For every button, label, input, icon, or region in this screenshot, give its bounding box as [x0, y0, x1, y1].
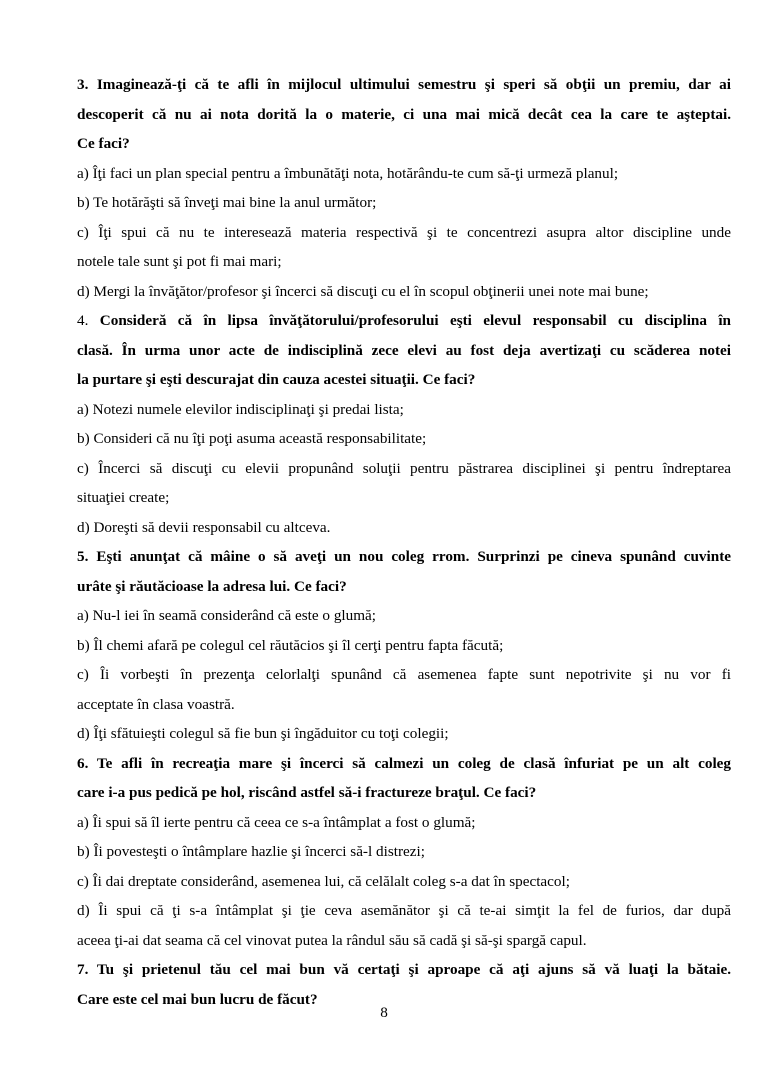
question-3	[77, 70, 731, 306]
answer-option: c) Încerci să discuţi cu elevii propunând soluţii pentru păstrarea disciplinei şi pentru îndreptarea	[77, 459, 731, 477]
answer-option-continuation: notele tale sunt şi pot fi mai mari;	[77, 253, 282, 270]
question-text: 7. Tu şi prietenul tău cel mai bun vă certaţi şi aproape că aţi ajuns să vă luaţi la bătaie.	[77, 961, 731, 978]
answer-option: a) Notezi numele elevilor indisciplinaţi şi predai lista;	[77, 400, 404, 418]
question-text: clasă. În urma unor acte de indisciplină zece elevi au fost deja avertizaţi cu scăderea notei	[77, 341, 731, 359]
question-text: care i-a pus pedică pe hol, riscând astfel să-i fractureze braţul. Ce faci?	[77, 784, 537, 801]
question-5	[77, 542, 731, 749]
answer-option: a) Îi spui să îl ierte pentru că ceea ce s-a întâmplat a fost o glumă;	[77, 813, 476, 831]
answer-option: b) Consideri că nu îţi poţi asuma această responsabilitate;	[77, 430, 427, 447]
question-text: urâte şi răutăcioase la adresa lui. Ce faci?	[77, 577, 347, 595]
question-text	[77, 306, 731, 336]
question-text: descoperit că nu ai nota dorită la o materie, ci una mai mică decât cea la care te aşteptai.	[77, 105, 731, 123]
answer-option: a) Nu-l iei în seamă considerând că este o glumă;	[77, 607, 376, 624]
answer-option: c) Îţi spui că nu te interesează materia respectivă şi te concentrezi asupra altor discipline unde	[77, 223, 731, 241]
question-4	[77, 306, 731, 542]
question-text: 5. Eşti anunţat că mâine o să aveţi un nou coleg rrom. Surprinzi pe cineva spunând cuvinte	[77, 548, 731, 565]
question-text: 6. Te afli în recreaţia mare şi încerci să calmezi un coleg de clasă înfuriat pe un alt coleg	[77, 754, 731, 772]
answer-option: c) Îi dai dreptate considerând, asemenea lui, că celălalt coleg s-a dat în spectacol;	[77, 872, 570, 890]
answer-option-continuation: aceea ţi-ai dat seama că cel vinovat putea la rândul său să cadă şi să-şi spargă capul.	[77, 931, 587, 949]
question-text: Care este cel mai bun lucru de făcut?	[77, 990, 318, 1008]
question-6	[77, 749, 731, 956]
page-number: 8	[380, 1004, 388, 1021]
answer-option: b) Îi povesteşti o întâmplare hazlie şi încerci să-l distrezi;	[77, 843, 425, 860]
answer-option: d) Îi spui că ţi s-a întâmplat şi ţie ceva asemănător şi că te-ai simţit la fel de furios, dar după	[77, 902, 731, 919]
answer-option: d) Mergi la învăţător/profesor şi încerci să discuţi cu el în scopul obţinerii unei note mai bune;	[77, 282, 649, 300]
answer-option: d) Doreşti să devii responsabil cu altceva.	[77, 518, 331, 536]
question-number: 4.	[77, 312, 89, 329]
answer-option: c) Îi vorbeşti în prezenţa celorlalţi spunând că asemenea fapte sunt nepotrivite şi nu vor fi	[77, 666, 731, 683]
answer-option-continuation: acceptate în clasa voastră.	[77, 695, 235, 713]
question-text: Ce faci?	[77, 135, 130, 152]
document-body	[77, 70, 731, 1014]
answer-option: d) Îţi sfătuieşti colegul să fie bun şi îngăduitor cu toţi colegii;	[77, 725, 449, 742]
answer-option: a) Îţi faci un plan special pentru a îmbunătăţi nota, hotărându-te cum să-ţi urmeză planul;	[77, 164, 619, 182]
question-text-bold: Consideră că în lipsa învăţătorului/profesorului eşti elevul responsabil cu disciplina în	[99, 312, 731, 329]
answer-option: b) Îl chemi afară pe colegul cel răutăcios şi îl cerţi pentru fapta făcută;	[77, 636, 504, 654]
question-text: la purtare şi eşti descurajat din cauza acestei situaţii. Ce faci?	[77, 371, 476, 388]
question-text: 3. Imaginează-ţi că te afli în mijlocul ultimului semestru şi speri să obţii un premiu, dar ai	[77, 76, 731, 93]
answer-option: b) Te hotărăşti să înveţi mai bine la anul următor;	[77, 194, 377, 211]
answer-option-continuation: situaţiei create;	[77, 489, 170, 506]
